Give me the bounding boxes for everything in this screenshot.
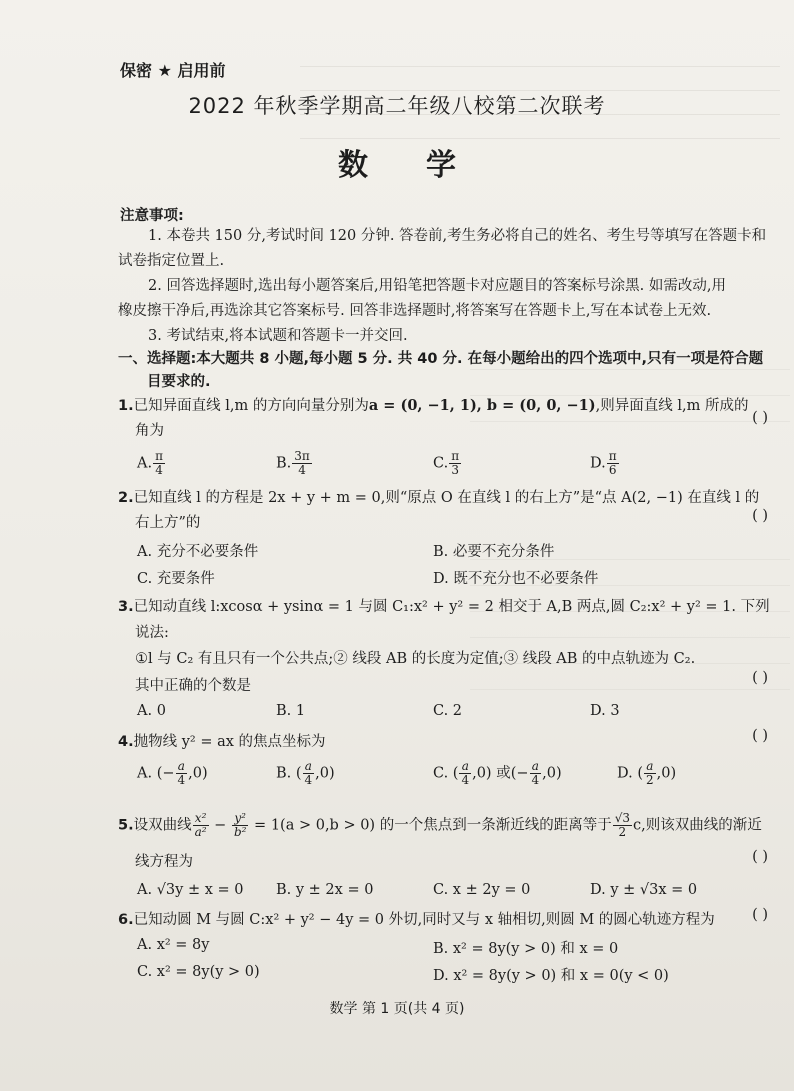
note-item-1-cont: 试卷指定位置上.	[118, 253, 225, 269]
option-tail: ,0)	[188, 765, 208, 782]
denominator: 4	[304, 773, 313, 787]
question-number: 3.	[118, 599, 134, 615]
denominator: 6	[608, 463, 617, 477]
option-a: A. x² = 8y	[137, 937, 210, 953]
option-tail: ,0)	[656, 765, 677, 782]
numerator: a	[530, 760, 542, 774]
option-label: A. (−	[137, 765, 175, 782]
option-d	[617, 760, 676, 787]
denominator: 3	[451, 463, 459, 477]
denominator: 4	[298, 463, 306, 477]
denominator: 4	[531, 773, 540, 787]
fraction	[644, 760, 656, 787]
option-c	[433, 760, 562, 787]
confidential-label: 保密 ★ 启用前	[120, 61, 226, 80]
option-a: A. 充分不必要条件	[137, 544, 259, 560]
option-d: D. 3	[590, 703, 620, 719]
fraction	[449, 450, 461, 477]
option-label: C.	[433, 455, 449, 472]
note-item-2: 2. 回答选择题时,选出每小题答案后,用铅笔把答题卡对应题目的答案标号涂黑. 如需改动,用	[148, 278, 726, 294]
question-text: 设双曲线	[133, 817, 192, 834]
question-text: 已知动圆 M 与圆 C:x² + y² − 4y = 0 外切,同时又与 x 轴相切,则圆 M 的圆心轨迹方程为	[133, 912, 715, 928]
denominator: b²	[233, 825, 247, 839]
answer-bracket: ( )	[752, 728, 768, 744]
question-1	[118, 393, 778, 419]
option-tail: ,0)	[542, 765, 562, 782]
answer-bracket: ( )	[752, 410, 768, 426]
question-2	[118, 485, 778, 511]
option-a	[137, 760, 208, 787]
numerator: π	[608, 449, 617, 463]
question-text-cont: = 1(a > 0,b > 0) 的一个焦点到一条渐近线的距离等于	[249, 817, 612, 834]
question-3-line2: 说法:	[135, 625, 169, 641]
question-text: 抛物线 y² = ax 的焦点坐标为	[133, 734, 326, 750]
fraction	[607, 450, 619, 477]
option-label: C. (	[433, 765, 459, 782]
option-c: C. 2	[433, 703, 463, 719]
fraction	[459, 760, 471, 787]
section-1-heading-cont: 目要求的.	[147, 374, 211, 390]
fraction	[292, 450, 312, 477]
denominator: 4	[155, 463, 163, 477]
numerator: a	[303, 760, 315, 774]
question-text-cont: ,则异面直线 l,m 所成的	[595, 398, 749, 414]
numerator: a	[459, 760, 471, 774]
answer-bracket: ( )	[752, 508, 768, 524]
question-4	[118, 729, 778, 755]
fraction	[176, 760, 188, 787]
numerator: π	[451, 449, 460, 463]
option-d: D. x² = 8y(y > 0) 和 x = 0(y < 0)	[433, 968, 669, 984]
option-b	[276, 760, 335, 787]
fraction	[613, 812, 632, 839]
numerator: π	[155, 449, 163, 463]
page-footer: 数学 第 1 页(共 4 页)	[329, 1001, 465, 1017]
option-b: B. 1	[276, 703, 306, 719]
question-number: 1.	[118, 398, 134, 414]
answer-bracket: ( )	[752, 849, 768, 865]
numerator: x²	[193, 812, 209, 826]
question-number: 2.	[118, 490, 134, 506]
question-3	[118, 594, 778, 620]
fraction	[153, 450, 165, 477]
question-5	[118, 812, 778, 839]
option-label: D.	[590, 455, 606, 472]
answer-bracket: ( )	[752, 670, 768, 686]
question-text: 已知异面直线 l,m 的方向向量分别为	[133, 398, 369, 414]
option-d: D. y ± √3x = 0	[590, 882, 698, 898]
option-b: B. y ± 2x = 0	[276, 882, 374, 898]
denominator: a²	[194, 825, 207, 839]
subject-title: 数学	[338, 148, 514, 183]
answer-bracket: ( )	[752, 907, 768, 923]
option-c: C. x ± 2y = 0	[433, 882, 531, 898]
option-label: B.	[276, 455, 292, 472]
notes-heading: 注意事项:	[120, 208, 184, 224]
numerator: √3	[614, 811, 630, 825]
option-d: D. 既不充分也不必要条件	[433, 571, 599, 587]
denominator: 2	[618, 825, 627, 839]
option-label: B. (	[276, 765, 302, 782]
denominator: 4	[461, 773, 470, 787]
question-number: 5.	[118, 817, 134, 834]
section-1-heading: 一、选择题:本大题共 8 小题,每小题 5 分. 共 40 分. 在每小题给出的四个选项中,只有一项是符合题	[118, 351, 764, 367]
fraction	[232, 812, 249, 839]
numerator: a	[644, 760, 656, 774]
option-b	[276, 450, 313, 477]
question-1-line2: 角为	[135, 423, 164, 439]
option-b: B. 必要不充分条件	[433, 544, 555, 560]
question-6	[118, 907, 718, 933]
fraction	[530, 760, 542, 787]
question-text: 已知动直线 l:xcosα + ysinα = 1 与圆 C₁:x² + y² = 2 相交于 A,B 两点,圆 C₂:x² + y² = 1. 下列	[133, 599, 770, 615]
question-5-line2: 线方程为	[135, 854, 193, 870]
numerator: a	[176, 760, 188, 774]
option-label: A.	[137, 455, 153, 472]
option-c: C. x² = 8y(y > 0)	[137, 964, 260, 980]
option-c	[433, 450, 462, 477]
question-vectors: a = (0, −1, 1), b = (0, 0, −1)	[368, 397, 596, 414]
option-a: A. 0	[137, 703, 166, 719]
exam-title: 2022 年秋季学期高二年级八校第二次联考	[188, 94, 606, 118]
fraction	[193, 812, 209, 839]
fraction	[303, 760, 315, 787]
option-label: D. (	[617, 765, 643, 782]
minus-sign: −	[209, 817, 231, 834]
option-a: A. √3y ± x = 0	[137, 882, 244, 898]
denominator: 4	[177, 773, 186, 787]
option-or: ,0) 或(−	[472, 765, 529, 782]
question-3-line4: 其中正确的个数是	[135, 678, 251, 694]
numerator: y²	[232, 812, 249, 826]
question-3-line3: ①l 与 C₂ 有且只有一个公共点;② 线段 AB 的长度为定值;③ 线段 AB 的中点轨迹为 C₂.	[135, 651, 696, 667]
note-item-2-cont: 橡皮擦干净后,再选涂其它答案标号. 回答非选择题时,将答案写在答题卡上,写在本试卷上无效.	[118, 303, 712, 319]
question-2-line2: 右上方”的	[135, 515, 201, 531]
question-number: 6.	[118, 912, 134, 928]
option-c: C. 充要条件	[137, 571, 215, 587]
note-item-3: 3. 考试结束,将本试题和答题卡一并交回.	[148, 328, 408, 344]
question-number: 4.	[118, 734, 134, 750]
option-d	[590, 450, 620, 477]
note-item-1: 1. 本卷共 150 分,考试时间 120 分钟. 答卷前,考生务必将自己的姓名、考生号等填写在答题卡和	[148, 228, 767, 244]
question-text: 已知直线 l 的方程是 2x + y + m = 0,则“原点 O 在直线 l 的右上方”是“点 A(2, −1) 在直线 l 的	[133, 490, 760, 506]
option-tail: ,0)	[315, 765, 335, 782]
denominator: 2	[645, 773, 654, 787]
option-b: B. x² = 8y(y > 0) 和 x = 0	[433, 941, 619, 957]
option-a	[137, 450, 166, 477]
question-text-end: c,则该双曲线的渐近	[632, 817, 762, 834]
numerator: 3π	[294, 449, 310, 463]
